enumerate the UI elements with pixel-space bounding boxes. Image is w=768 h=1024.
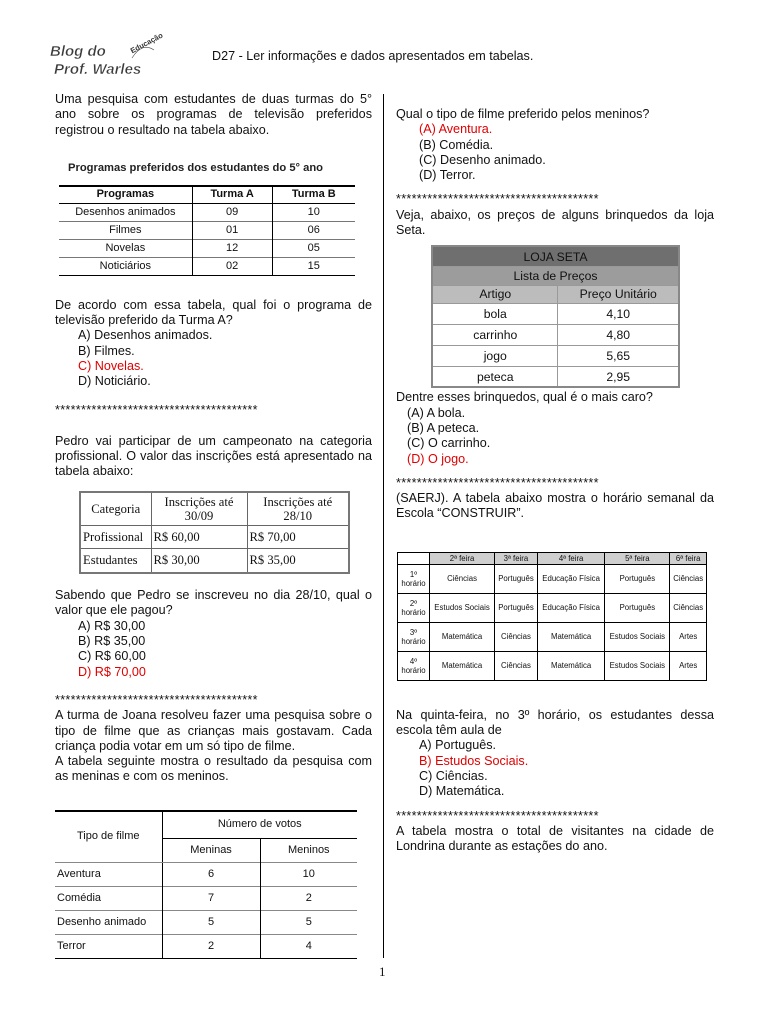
table-cell: 10 bbox=[272, 203, 355, 221]
q2-question: Sabendo que Pedro se inscreveu no dia 28/10, qual o valor que ele pagou? bbox=[55, 588, 372, 618]
table-cell: Estudantes bbox=[80, 548, 151, 573]
table-cell: peteca bbox=[432, 366, 558, 387]
q4-option-c: (C) O carrinho. bbox=[407, 436, 491, 451]
q1-question: De acordo com essa tabela, qual foi o programa de televisão preferido da Turma A? bbox=[55, 297, 372, 327]
separator: *************************************** bbox=[55, 692, 258, 707]
table-cell: Português bbox=[605, 593, 670, 622]
q3-option-c: (C) Desenho animado. bbox=[419, 152, 546, 167]
q3-option-b: (B) Comédia. bbox=[419, 137, 494, 152]
q4-table-header: Artigo bbox=[432, 285, 558, 303]
table-row bbox=[55, 911, 357, 935]
q4-table-title: LOJA SETA bbox=[432, 246, 679, 266]
table-cell: 06 bbox=[272, 221, 355, 239]
q2-table bbox=[79, 491, 350, 575]
table-row bbox=[59, 221, 355, 239]
q3-text-2: A tabela seguinte mostra o resultado da pesquisa com as meninas e com os meninos. bbox=[55, 754, 372, 784]
table-cell: Matemática bbox=[537, 622, 604, 651]
q4-option-b: (B) A peteca. bbox=[407, 420, 480, 435]
table-cell: bola bbox=[432, 303, 558, 324]
table-cell: 2º horário bbox=[398, 593, 430, 622]
table-cell: 7 bbox=[162, 887, 260, 911]
q1-table bbox=[59, 185, 355, 276]
q4-table bbox=[431, 245, 680, 388]
q1-table-header: Turma B bbox=[272, 186, 355, 203]
q4-text: Veja, abaixo, os preços de alguns brinquedos da loja Seta. bbox=[396, 207, 714, 238]
table-cell: 2,95 bbox=[558, 366, 679, 387]
page-number: 1 bbox=[379, 964, 386, 979]
table-cell: 02 bbox=[192, 257, 272, 275]
q3-table-col-header: Tipo de filme bbox=[55, 811, 162, 863]
table-row bbox=[398, 622, 707, 651]
separator: *************************************** bbox=[396, 192, 599, 207]
table-cell: 5,65 bbox=[558, 345, 679, 366]
table-cell: Português bbox=[495, 564, 538, 593]
separator: *************************************** bbox=[396, 808, 599, 823]
table-row bbox=[59, 239, 355, 257]
q3-option-d: (D) Terror. bbox=[419, 168, 476, 183]
table-cell: Educação Física bbox=[537, 564, 604, 593]
table-cell: Ciências bbox=[670, 564, 707, 593]
table-cell: Artes bbox=[670, 622, 707, 651]
table-row bbox=[80, 525, 349, 548]
q4-option-d-answer: (D) O jogo. bbox=[407, 451, 469, 466]
blog-logo-graphic bbox=[50, 30, 165, 80]
q1-table-caption: Programas preferidos dos estudantes do 5° ano bbox=[68, 161, 324, 174]
table-cell: Aventura bbox=[55, 863, 162, 887]
q2-option-a: A) R$ 30,00 bbox=[78, 618, 146, 633]
table-cell: 4,80 bbox=[558, 324, 679, 345]
table-cell: Ciências bbox=[670, 593, 707, 622]
q3-table-subheader: Meninas bbox=[162, 839, 260, 863]
q5-table-header: 3ª feira bbox=[495, 552, 538, 564]
q1-table-header: Turma A bbox=[192, 186, 272, 203]
table-cell: Estudos Sociais bbox=[430, 593, 495, 622]
q4-question: Dentre esses brinquedos, qual é o mais caro? bbox=[396, 390, 653, 405]
blog-logo bbox=[50, 30, 165, 80]
q3-option-a-answer: (A) Aventura. bbox=[419, 122, 493, 137]
table-cell: Profissional bbox=[80, 525, 151, 548]
q4-table-subtitle: Lista de Preços bbox=[432, 266, 679, 285]
table-cell: 01 bbox=[192, 221, 272, 239]
q1-option-c-answer: C) Novelas. bbox=[78, 358, 144, 373]
q1-table-header: Programas bbox=[59, 186, 192, 203]
q3-question: Qual o tipo de filme preferido pelos meninos? bbox=[396, 107, 650, 121]
logo-line-2: Prof. Warles bbox=[54, 61, 142, 78]
q5-option-d: D) Matemática. bbox=[419, 784, 505, 799]
table-row bbox=[59, 257, 355, 275]
table-cell: Desenhos animados bbox=[59, 203, 192, 221]
table-row bbox=[398, 593, 707, 622]
right-column bbox=[396, 107, 714, 854]
table-cell: 4,10 bbox=[558, 303, 679, 324]
table-cell: Ciências bbox=[495, 651, 538, 680]
q2-option-b: B) R$ 35,00 bbox=[78, 634, 146, 649]
logo-line-1: Blog do bbox=[50, 43, 106, 60]
table-cell: Português bbox=[495, 593, 538, 622]
q1-text: Uma pesquisa com estudantes de duas turmas do 5° ano sobre os programas de televisão preferidos registrou o resultado na tabela abaixo. bbox=[55, 92, 372, 137]
table-cell: Português bbox=[605, 564, 670, 593]
table-cell: 1º horário bbox=[398, 564, 430, 593]
table-row bbox=[80, 548, 349, 573]
table-cell: R$ 60,00 bbox=[151, 525, 247, 548]
table-cell: Educação Física bbox=[537, 593, 604, 622]
table-cell: 12 bbox=[192, 239, 272, 257]
table-cell: R$ 70,00 bbox=[247, 525, 349, 548]
table-row bbox=[432, 366, 679, 387]
table-row bbox=[432, 345, 679, 366]
q3-text: A turma de Joana resolveu fazer uma pesquisa sobre o tipo de filme que as crianças mais gostavam. Cada criança podia votar em um só tipo de filme. bbox=[55, 708, 372, 753]
q1-option-b: B) Filmes. bbox=[78, 343, 135, 358]
table-cell: Comédia bbox=[55, 887, 162, 911]
table-cell: Ciências bbox=[495, 622, 538, 651]
q5-option-c: C) Ciências. bbox=[419, 768, 488, 783]
table-cell: Artes bbox=[670, 651, 707, 680]
table-row bbox=[55, 887, 357, 911]
table-cell: Novelas bbox=[59, 239, 192, 257]
column-divider bbox=[383, 94, 384, 958]
q2-table-header: Categoria bbox=[80, 492, 151, 526]
table-row bbox=[59, 203, 355, 221]
table-cell: carrinho bbox=[432, 324, 558, 345]
separator: *************************************** bbox=[396, 475, 599, 490]
q2-table-header: Inscrições até 30/09 bbox=[151, 492, 247, 526]
table-row bbox=[432, 324, 679, 345]
table-cell: Estudos Sociais bbox=[605, 651, 670, 680]
q4-table-header: Preço Unitário bbox=[558, 285, 679, 303]
table-cell: Terror bbox=[55, 935, 162, 959]
q5-text: (SAERJ). A tabela abaixo mostra o horário semanal da Escola “CONSTRUIR”. bbox=[396, 491, 714, 521]
q5-option-a: A) Português. bbox=[419, 738, 497, 753]
q1-option-a: A) Desenhos animados. bbox=[78, 328, 213, 343]
q5-question: Na quinta-feira, no 3º horário, os estudantes dessa escola têm aula de bbox=[396, 707, 714, 738]
table-row bbox=[398, 651, 707, 680]
left-column bbox=[55, 92, 372, 959]
q4-option-a: (A) A bola. bbox=[407, 405, 466, 420]
q5-table-corner bbox=[398, 552, 430, 564]
q3-table bbox=[55, 810, 357, 960]
table-cell: Desenho animado bbox=[55, 911, 162, 935]
table-cell: R$ 35,00 bbox=[247, 548, 349, 573]
table-cell: Matemática bbox=[430, 622, 495, 651]
q5-table-header: 6ª feira bbox=[670, 552, 707, 564]
q5-table-header: 2ª feira bbox=[430, 552, 495, 564]
table-cell: 4 bbox=[260, 935, 357, 959]
q1-option-d: D) Noticiário. bbox=[78, 374, 151, 389]
table-cell: Estudos Sociais bbox=[605, 622, 670, 651]
table-cell: Filmes bbox=[59, 221, 192, 239]
table-row bbox=[55, 863, 357, 887]
table-cell: Ciências bbox=[430, 564, 495, 593]
table-cell: jogo bbox=[432, 345, 558, 366]
table-row bbox=[398, 564, 707, 593]
table-cell: Noticiários bbox=[59, 257, 192, 275]
separator: *************************************** bbox=[55, 403, 258, 418]
q6-text: A tabela mostra o total de visitantes na cidade de Londrina durante as estações do ano. bbox=[396, 823, 714, 854]
table-cell: 05 bbox=[272, 239, 355, 257]
table-cell: 2 bbox=[162, 935, 260, 959]
table-cell: 6 bbox=[162, 863, 260, 887]
logo-arc-text: Educação bbox=[128, 30, 165, 56]
table-cell: 5 bbox=[162, 911, 260, 935]
table-cell: 10 bbox=[260, 863, 357, 887]
table-cell: Matemática bbox=[430, 651, 495, 680]
table-cell: 5 bbox=[260, 911, 357, 935]
q2-text: Pedro vai participar de um campeonato na categoria profissional. O valor das inscrições está apresentado na tabela abaixo: bbox=[55, 433, 372, 479]
table-cell: 09 bbox=[192, 203, 272, 221]
table-cell: 2 bbox=[260, 887, 357, 911]
q3-table-group-header: Número de votos bbox=[162, 811, 357, 839]
table-cell: Matemática bbox=[537, 651, 604, 680]
page-title: D27 - Ler informações e dados apresentados em tabelas. bbox=[212, 49, 534, 63]
table-cell: 4º horário bbox=[398, 651, 430, 680]
q2-option-d-answer: D) R$ 70,00 bbox=[78, 664, 146, 679]
q2-table-header: Inscrições até 28/10 bbox=[247, 492, 349, 526]
q5-table-header: 4ª feira bbox=[537, 552, 604, 564]
table-cell: 3º horário bbox=[398, 622, 430, 651]
q5-table bbox=[397, 552, 707, 681]
q5-table-header: 5ª feira bbox=[605, 552, 670, 564]
q5-option-b-answer: B) Estudos Sociais. bbox=[419, 753, 529, 768]
q3-table-subheader: Meninos bbox=[260, 839, 357, 863]
table-cell: R$ 30,00 bbox=[151, 548, 247, 573]
table-row bbox=[55, 935, 357, 959]
table-row bbox=[432, 303, 679, 324]
table-cell: 15 bbox=[272, 257, 355, 275]
q2-option-c: C) R$ 60,00 bbox=[78, 649, 146, 664]
